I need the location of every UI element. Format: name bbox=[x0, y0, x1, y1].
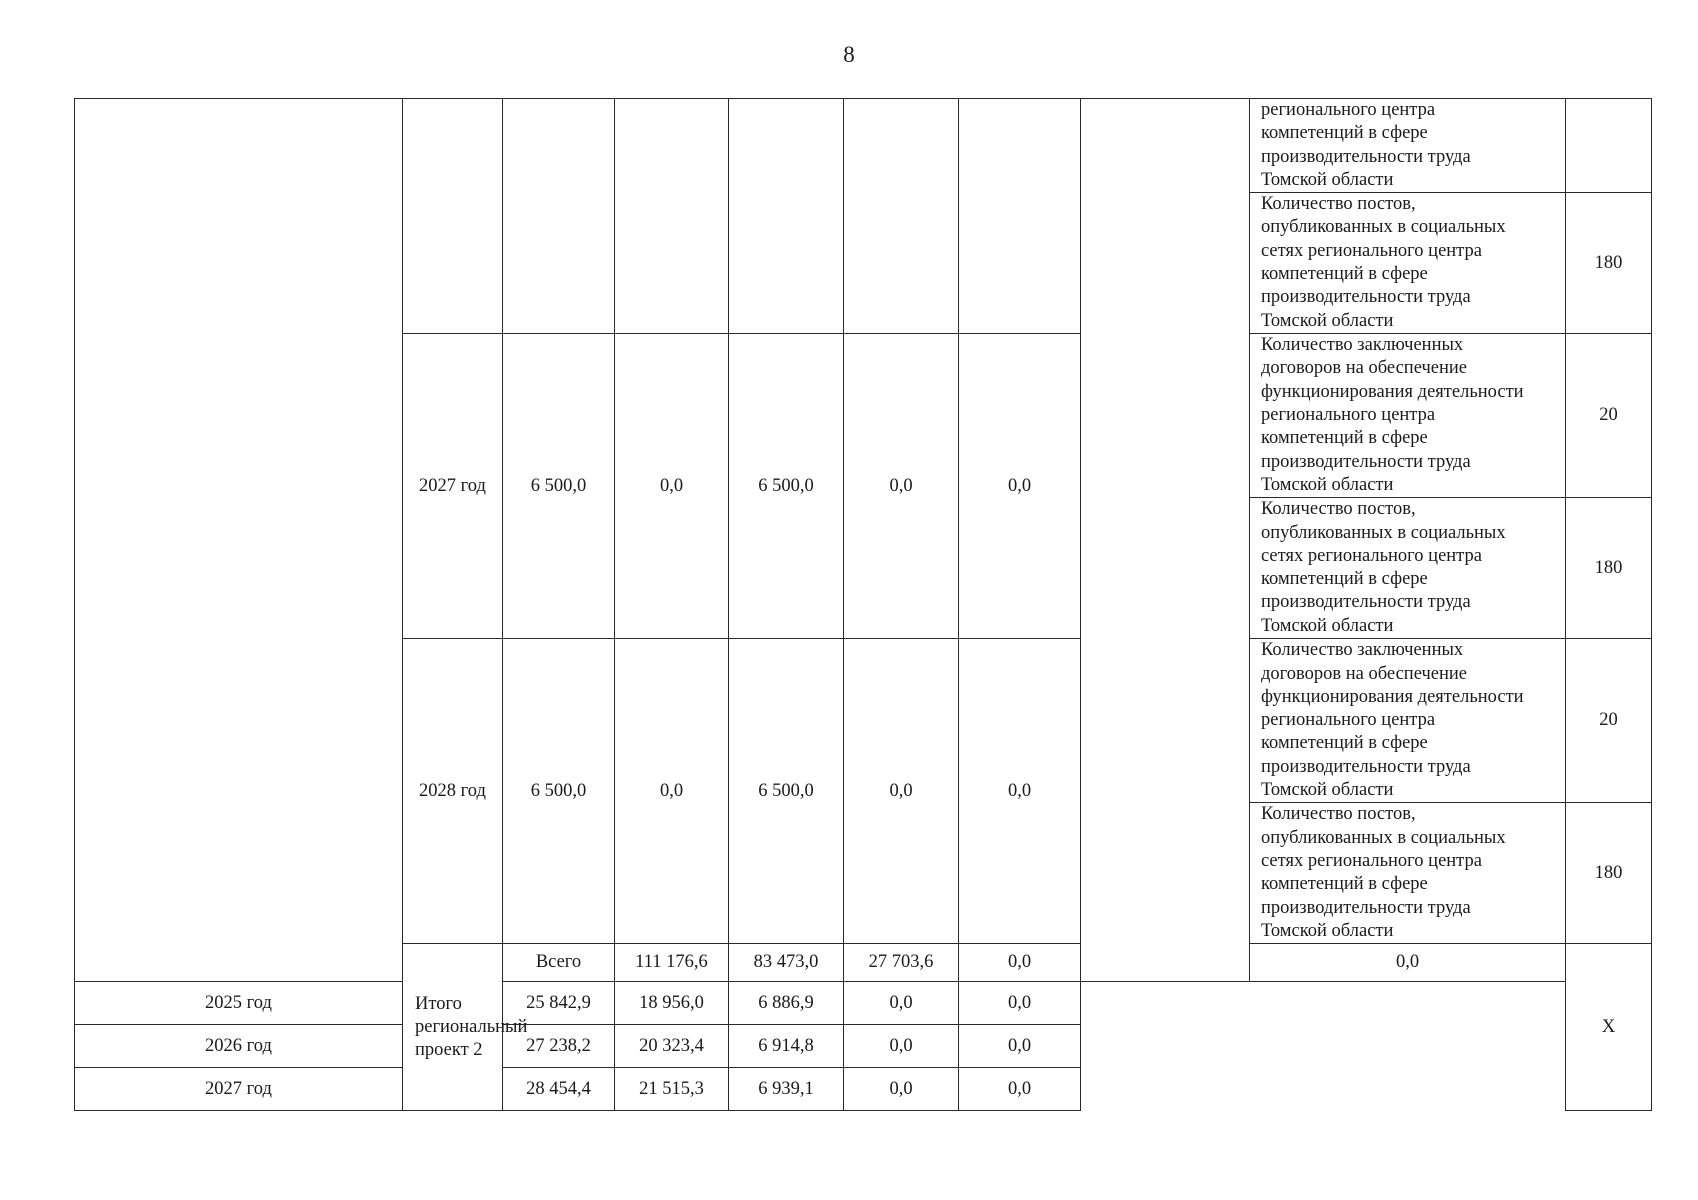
amount-cell bbox=[844, 99, 959, 334]
amount-cell bbox=[503, 99, 615, 334]
indicator-line: опубликованных в социальных bbox=[1261, 827, 1506, 848]
indicator-value-cell: 180 bbox=[1566, 498, 1652, 639]
indicator-name-cell bbox=[1250, 803, 1566, 944]
indicator-line: компетенций в сфере bbox=[1261, 874, 1428, 895]
indicator-line: Томской области bbox=[1261, 615, 1394, 636]
amount-cell: 0,0 bbox=[959, 1025, 1081, 1068]
indicator-line: производительности труда bbox=[1261, 592, 1471, 613]
amount-cell: 6 500,0 bbox=[729, 639, 844, 944]
amount-cell: 0,0 bbox=[959, 639, 1081, 944]
indicator-line: опубликованных в социальных bbox=[1261, 522, 1506, 543]
year-cell: 2025 год bbox=[75, 982, 403, 1025]
indicator-value-cell: 180 bbox=[1566, 803, 1652, 944]
amount-cell: 6 886,9 bbox=[729, 982, 844, 1025]
amount-cell: 0,0 bbox=[615, 334, 729, 639]
year-cell: 2027 год bbox=[403, 334, 503, 639]
indicator-name-cell bbox=[1250, 639, 1566, 803]
year-cell: 2026 год bbox=[75, 1025, 403, 1068]
indicator-line: Количество заключенных bbox=[1261, 335, 1464, 356]
amount-cell: 6 914,8 bbox=[729, 1025, 844, 1068]
indicator-name-cell bbox=[1250, 99, 1566, 193]
indicator-line: Количество постов, bbox=[1261, 804, 1416, 825]
table-row bbox=[75, 1025, 1652, 1068]
indicator-line: сетях регионального центра bbox=[1261, 545, 1482, 566]
amount-cell bbox=[729, 99, 844, 334]
indicator-line: регионального центра bbox=[1261, 405, 1436, 426]
indicator-value-cell: 180 bbox=[1566, 193, 1652, 334]
indicator-line: регионального центра bbox=[1261, 100, 1436, 120]
amount-cell: 6 500,0 bbox=[503, 639, 615, 944]
amount-cell: 0,0 bbox=[959, 944, 1081, 982]
amount-cell: 0,0 bbox=[959, 1068, 1081, 1111]
year-cell: 2028 год bbox=[403, 639, 503, 944]
indicator-line: Томской области bbox=[1261, 920, 1394, 941]
indicator-line: компетенций в сфере bbox=[1261, 733, 1428, 754]
indicator-line: производительности труда bbox=[1261, 287, 1471, 308]
event-name-cell bbox=[75, 99, 403, 982]
indicator-line: компетенций в сфере bbox=[1261, 123, 1428, 144]
indicator-line: компетенций в сфере bbox=[1261, 264, 1428, 285]
amount-cell: 25 842,9 bbox=[503, 982, 615, 1025]
amount-cell: 27 703,6 bbox=[844, 944, 959, 982]
indicator-line: производительности труда bbox=[1261, 451, 1471, 472]
indicator-name-cell bbox=[1250, 498, 1566, 639]
indicator-line: компетенций в сфере bbox=[1261, 569, 1428, 590]
indicator-line: производительности труда bbox=[1261, 146, 1471, 167]
indicator-name-cell bbox=[1250, 193, 1566, 334]
amount-cell: 18 956,0 bbox=[615, 982, 729, 1025]
page-number: 8 bbox=[843, 42, 855, 67]
amount-cell: 0,0 bbox=[615, 639, 729, 944]
indicator-line: производительности труда bbox=[1261, 897, 1471, 918]
indicator-line: Количество заключенных bbox=[1261, 640, 1464, 661]
indicator-line: Томской области bbox=[1261, 169, 1394, 190]
indicator-name-cell bbox=[1250, 334, 1566, 498]
indicator-value-cell: 20 bbox=[1566, 639, 1652, 803]
indicator-line: Томской области bbox=[1261, 780, 1394, 801]
amount-cell: 28 454,4 bbox=[503, 1068, 615, 1111]
finance-table bbox=[74, 98, 1652, 1111]
amount-cell: 6 500,0 bbox=[503, 334, 615, 639]
year-cell: Всего bbox=[503, 944, 615, 982]
amount-cell: 6 500,0 bbox=[729, 334, 844, 639]
table-row bbox=[75, 99, 1652, 193]
indicator-line: Количество постов, bbox=[1261, 499, 1416, 520]
amount-cell bbox=[959, 99, 1081, 334]
indicator-line: Количество постов, bbox=[1261, 194, 1416, 215]
indicator-line: регионального центра bbox=[1261, 710, 1436, 731]
amount-cell: 20 323,4 bbox=[615, 1025, 729, 1068]
amount-cell bbox=[615, 99, 729, 334]
indicator-line: договоров на обеспечение bbox=[1261, 358, 1467, 379]
amount-cell: 21 515,3 bbox=[615, 1068, 729, 1111]
year-cell bbox=[403, 99, 503, 334]
indicator-line: опубликованных в социальных bbox=[1261, 217, 1506, 238]
amount-cell: 111 176,6 bbox=[615, 944, 729, 982]
indicator-line: производительности труда bbox=[1261, 756, 1471, 777]
amount-cell: 0,0 bbox=[844, 1068, 959, 1111]
indicator-line: Томской области bbox=[1261, 474, 1394, 495]
year-cell: 2027 год bbox=[75, 1068, 403, 1111]
amount-cell: 83 473,0 bbox=[729, 944, 844, 982]
amount-cell: 0,0 bbox=[959, 982, 1081, 1025]
table-row bbox=[75, 982, 1652, 1025]
indicator-line: договоров на обеспечение bbox=[1261, 663, 1467, 684]
amount-cell: 6 939,1 bbox=[729, 1068, 844, 1111]
amount-cell: 27 238,2 bbox=[503, 1025, 615, 1068]
indicator-line: Томской области bbox=[1261, 310, 1394, 331]
indicator-line: сетях регионального центра bbox=[1261, 850, 1482, 871]
indicator-value-cell bbox=[1566, 99, 1652, 193]
amount-cell: 0,0 bbox=[1250, 944, 1566, 982]
executor-cell bbox=[1081, 99, 1250, 982]
indicator-value-cell: 20 bbox=[1566, 334, 1652, 498]
indicator-line: сетях регионального центра bbox=[1261, 240, 1482, 261]
indicator-line: функционирования деятельности bbox=[1261, 381, 1524, 402]
x-mark-cell: Х bbox=[1566, 944, 1652, 1111]
amount-cell: 0,0 bbox=[844, 639, 959, 944]
amount-cell: 0,0 bbox=[844, 1025, 959, 1068]
amount-cell: 0,0 bbox=[844, 982, 959, 1025]
total-label: Итого региональный проект 2 bbox=[403, 944, 503, 1111]
indicator-line: функционирования деятельности bbox=[1261, 686, 1524, 707]
table-row bbox=[75, 1068, 1652, 1111]
indicator-line: компетенций в сфере bbox=[1261, 428, 1428, 449]
amount-cell: 0,0 bbox=[844, 334, 959, 639]
amount-cell: 0,0 bbox=[959, 334, 1081, 639]
